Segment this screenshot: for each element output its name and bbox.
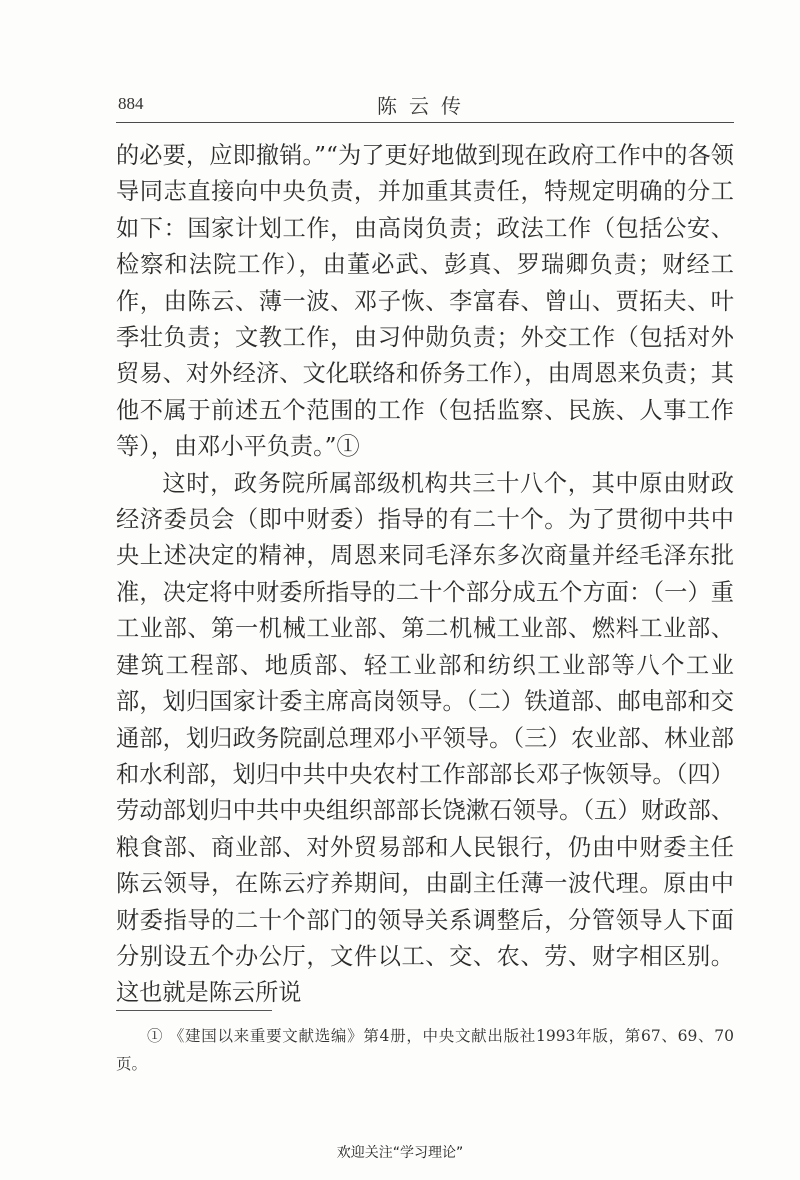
running-title: 陈云传 bbox=[377, 94, 473, 118]
page-number: 884 bbox=[118, 94, 144, 113]
paragraph: 这时，政务院所属部级机构共三十八个，其中原由财政经济委员会（即中财委）指导的有二十个。为了贯彻中共中央上述决定的精神，周恩来同毛泽东多次商量并经毛泽东批准，决定将中财委所指导的二十个部分成五个方面：（一）重工业部、第一机械工业部、第二机械工业部、燃料工业部、建筑工程部、地质部、轻工业部和纺织工业部等八个工业部，划归国家计委主席高岗领导。（二）铁道部、邮电部和交通部，划归政务院副总理邓小平领导。（三）农业部、林业部和水利部，划归中共中央农村工作部部长邓子恢领导。（四）劳动部划归中共中央组织部部长饶漱石领导。（五）财政部、粮食部、商业部、对外贸易部和人民银行，仍由中财委主任陈云领导，在陈云疗养期间，由副主任薄一波代理。原由中财委指导的二十个部门的领导关系调整后，分管领导人下面分别设五个办公厅，文件以工、交、农、劳、财字相区别。这也就是陈云所说 bbox=[116, 469, 734, 1007]
footnote-divider bbox=[116, 1010, 272, 1011]
footnote: ① 《建国以来重要文献选编》第4册，中央文献出版社1993年版，第67、69、70页。 bbox=[116, 1027, 734, 1073]
follow-caption: 欢迎关注“学习理论” bbox=[336, 1145, 464, 1161]
page-header bbox=[116, 88, 734, 123]
main-text bbox=[116, 138, 734, 1012]
paragraph-continued: 的必要，应即撤销。”“为了更好地做到现在政府工作中的各领导同志直接向中央负责，并加重其责任，特规定明确的分工如下：国家计划工作，由高岗负责；政法工作（包括公安、检察和法院工作），由董必武、彭真、罗瑞卿负责；财经工作，由陈云、薄一波、邓子恢、李富春、曾山、贾拓夫、叶季壮负责；文教工作，由习仲勋负责；外交工作（包括对外贸易、对外经济、文化联络和侨务工作），由周恩来负责；其他不属于前述五个范围的工作（包括监察、民族、人事工作等），由邓小平负责。”① bbox=[116, 142, 734, 461]
